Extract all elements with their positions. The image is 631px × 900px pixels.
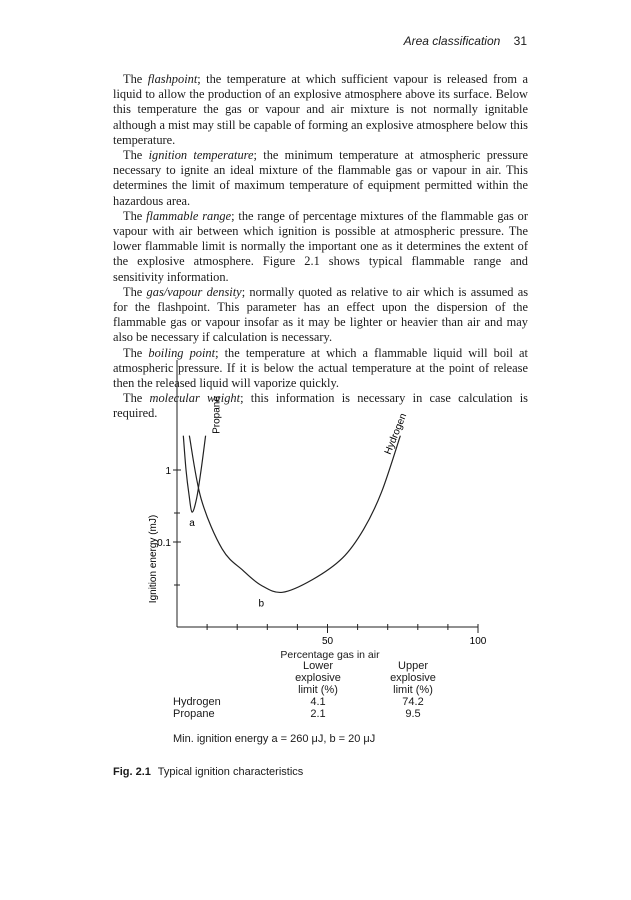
paragraph-flammable-range: The flammable range; the range of percentage mixtures of the flammable gas or vapour with air between which ignition is possible at atmospheric pressure. The lower flammable limit is normally the important one as it determines the extent of the explosive atmosphere. Figure 2.1 shows typical flammable range and sensitivity information. [113,208,529,284]
x-axis-label: Percentage gas in air [280,649,380,661]
paragraph-boiling-point: The boiling point; the temperature at which a flammable liquid will boil at atmospheric pressure. If it is below the actual temperature at the point of release then the released liquid will vaporize quickly. [113,345,528,391]
ticks-group [157,466,487,647]
table-row [173,708,493,720]
term: boiling point [148,345,216,360]
page-number: 31 [513,34,527,48]
table-header-lower: Lower explosive limit (%) [295,660,341,696]
table-header-row [173,660,493,696]
series-label: Propane [211,396,223,434]
chart-svg [140,355,520,655]
y-axis-label: Ignition energy (mJ) [148,514,159,604]
min-ignition-energy: Min. ignition energy a = 260 μJ, b = 20 μJ [173,733,376,745]
table-header-blank [173,660,263,696]
figure-caption [113,766,303,778]
table-cell-lower: 4.1 [310,696,326,708]
x-tick-label: 100 [469,636,487,647]
term: ignition temperature [148,148,254,163]
running-title: Area classification [403,34,501,48]
figure-label: Fig. 2.1 [113,766,151,778]
labels-group [189,396,409,610]
ignition-chart [140,355,520,661]
table-cell-gas: Propane [173,708,215,720]
paragraph-molecular-weight: The molecular weight; this information is necessary in case calculation is required. [113,391,528,421]
x-tick-label: 50 [321,636,334,647]
table-cell-gas: Hydrogen [173,696,221,708]
term: molecular weight [149,391,241,406]
term: flashpoint [147,72,198,86]
curves-group [183,436,400,593]
series-label: Hydrogen [382,411,410,457]
explosive-limits-table [173,660,493,720]
table-header-upper: Upper explosive limit (%) [390,660,436,696]
series-hydrogen-curve [189,436,400,593]
annotation-label: b [258,598,265,610]
table-row [173,696,493,708]
term: flammable range [146,208,232,223]
table-cell-lower: 2.1 [310,708,326,720]
paragraph-flashpoint: The flashpoint; the temperature at which sufficient vapour is released from a liquid to allow the production of an explosive atmosphere above its surface. Below this temperature the gas or vapour and air mixture is not normally ignitable although a mist may still be capable of forming an explosive atmosphere below this temperature. [113,72,528,147]
paragraph-density: The gas/vapour density; normally quoted as relative to air which is assumed as for the flashpoint. This parameter has an effect upon the dispersion of the flammable gas or vapour insofar as it may be lighter or heavier than air and may also be necessary if calculation is necessary. [113,284,529,345]
table-cell-upper: 9.5 [405,708,421,720]
table-cell-upper: 74.2 [402,696,424,708]
annotation-label: a [189,518,195,530]
page-header [404,34,527,48]
y-tick-label: 1 [165,466,171,477]
paragraph-ignition-temperature: The ignition temperature; the minimum temperature at atmospheric pressure necessary to ignite an ideal mixture of the flammable gas or vapour in air. This determines the limit of maximum temperature of equipment permitted within the hazardous area. [113,148,528,208]
term: gas/vapour density [146,284,242,299]
figure-caption-text: Typical ignition characteristics [157,766,304,778]
y-tick-label: 0.1 [157,538,171,549]
